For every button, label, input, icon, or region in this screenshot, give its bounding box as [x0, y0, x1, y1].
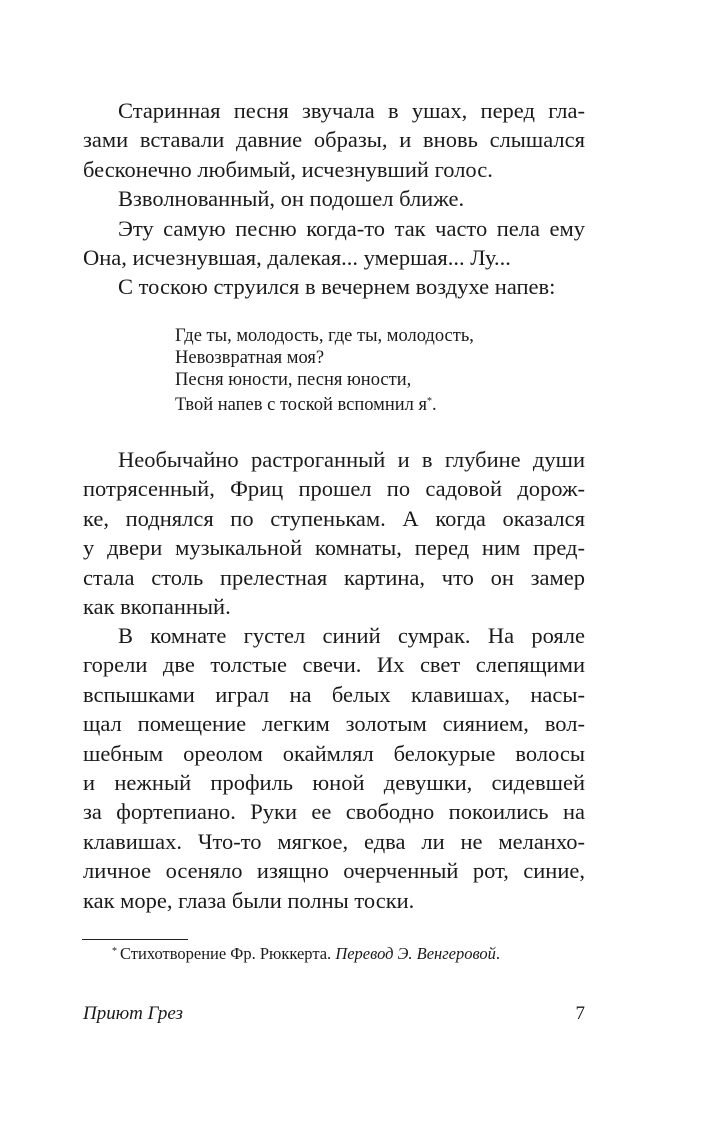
text-line: Она, исчезнувшая, далекая... умершая... Лу...	[83, 245, 511, 271]
footnote-end: .	[495, 944, 501, 963]
text-line: шебным ореолом окаймлял белокурые волосы	[83, 740, 585, 766]
text-line: вспышками играл на белых клавишах, насы-	[83, 681, 585, 707]
text-block-bottom	[83, 621, 585, 915]
text-line: В комнате густел синий сумрак. На рояле	[118, 623, 585, 648]
text-line: ке, поднялся по ступенькам. А когда оказался	[83, 505, 585, 531]
poem-line: Песня юности, песня юности,	[175, 369, 412, 390]
text-line: Взволнованный, он подошел ближе.	[118, 186, 465, 212]
text-line: потрясенный, Фриц прошел по садовой дорож-	[83, 476, 585, 502]
text-line: горели две толстые свечи. Их свет слепящими	[83, 652, 585, 678]
text-line: и нежный профиль юной девушки, сидевшей	[83, 770, 585, 796]
text-line: щал помещение легким золотым сиянием, вол-	[83, 711, 585, 737]
footnote-text: Стихотворение Фр. Рюккерта.	[120, 944, 332, 963]
footnote-reference: *	[427, 396, 433, 408]
paragraph	[83, 621, 585, 915]
footnote-mark: *	[112, 946, 117, 957]
text-line: С тоскою струился в вечернем воздухе напев:	[118, 274, 556, 300]
poem-line-text: Твой напев с тоской вспомнил я	[175, 395, 428, 416]
paragraph	[83, 445, 585, 621]
paragraph	[83, 184, 585, 213]
text-line: зами вставали давние образы, и вновь слышался	[83, 127, 585, 153]
text-line: стала столь прелестная картина, что он замер	[83, 564, 585, 590]
poem-end-punct: .	[432, 395, 437, 416]
running-title: Приют Грез	[83, 1003, 183, 1024]
text-line: за фортепиано. Руки ее свободно покоились на	[83, 799, 585, 825]
footnote-translator: Перевод Э. Венгеровой	[335, 944, 496, 963]
text-line: как вкопанный.	[83, 594, 231, 620]
page-footer	[83, 1003, 585, 1025]
poem-line: Невозвратная моя?	[175, 347, 325, 368]
text-line: как море, глаза были полны тоски.	[83, 887, 415, 913]
paragraph	[83, 272, 585, 301]
paragraph	[83, 214, 585, 273]
page-number: 7	[575, 1003, 585, 1024]
text-line: личное осеняло изящно очерченный рот, синие,	[83, 858, 585, 884]
footnote-divider	[82, 939, 188, 940]
paragraph	[83, 96, 585, 184]
text-block-middle	[83, 445, 585, 621]
poem	[175, 326, 474, 417]
footnote	[112, 944, 500, 964]
poem-line: Где ты, молодость, где ты, молодость,	[175, 326, 474, 346]
text-line: Эту самую песню когда-то так часто пела ему	[118, 215, 585, 241]
poem-line-last	[175, 391, 474, 417]
text-line: Необычайно растроганный и в глубине души	[118, 447, 585, 472]
text-line: клавишах. Что-то мягкое, едва ли не меланхо-	[83, 828, 585, 854]
text-line: бесконечно любимый, исчезнувший голос.	[83, 156, 493, 182]
text-line: Старинная песня звучала в ушах, перед гла-	[118, 98, 585, 123]
text-line: у двери музыкальной комнаты, перед ним пред-	[83, 535, 585, 561]
text-block-top	[83, 96, 585, 302]
